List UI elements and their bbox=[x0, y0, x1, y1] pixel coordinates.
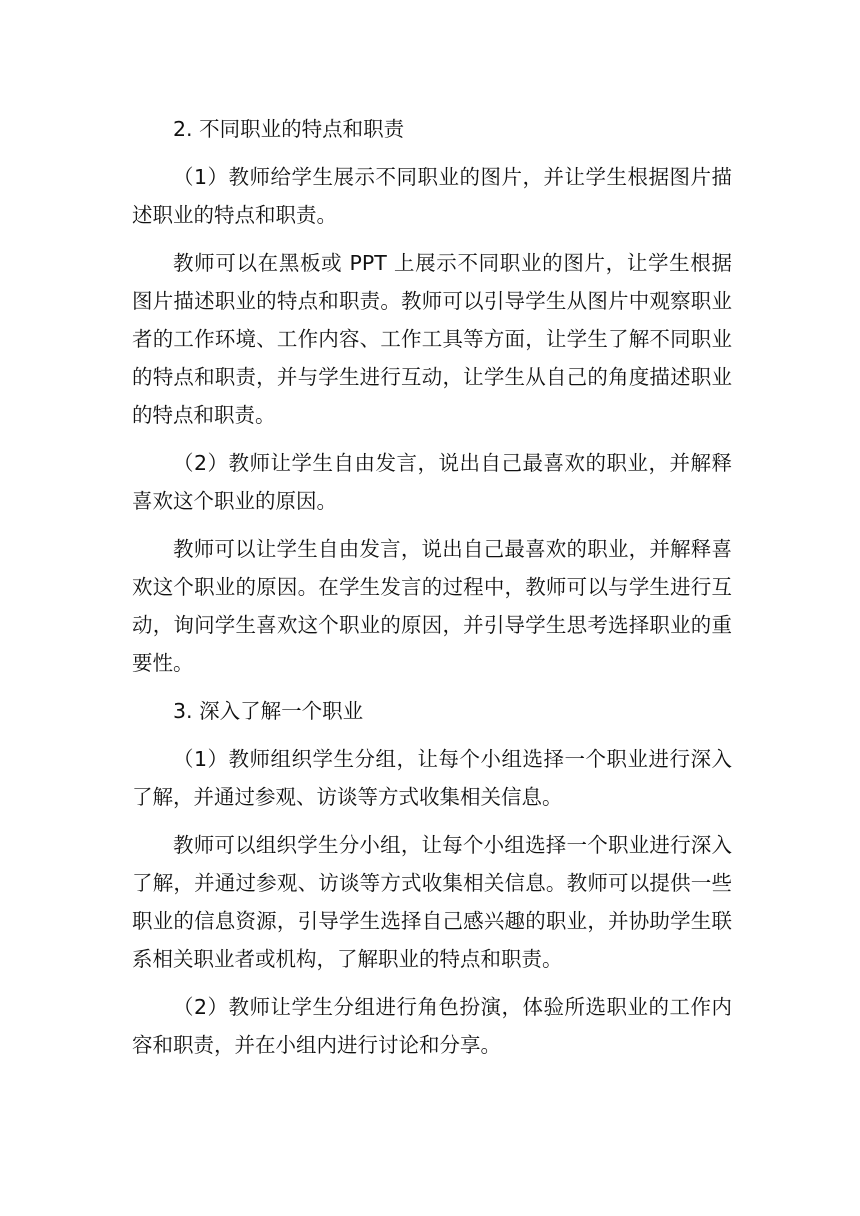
paragraph-step-2: （2）教师让学生自由发言，说出自己最喜欢的职业，并解释喜欢这个职业的原因。 bbox=[132, 451, 732, 513]
paragraph-explanation-3: 教师可以组织学生分小组，让每个小组选择一个职业进行深入了解，并通过参观、访谈等方式收集相关信息。教师可以提供一些职业的信息资源，引导学生选择自己感兴趣的职业，并协助学生联系相关职业者或机构，了解职业的特点和职责。 bbox=[132, 833, 732, 971]
paragraph-explanation-2: 教师可以让学生自由发言，说出自己最喜欢的职业，并解释喜欢这个职业的原因。在学生发言的过程中，教师可以与学生进行互动，询问学生喜欢这个职业的原因，并引导学生思考选择职业的重要性。 bbox=[132, 537, 732, 675]
paragraph-step-1: （1）教师给学生展示不同职业的图片，并让学生根据图片描述职业的特点和职责。 bbox=[132, 165, 732, 227]
paragraph-step-4: （2）教师让学生分组进行角色扮演，体验所选职业的工作内容和职责，并在小组内进行讨论和分享。 bbox=[132, 995, 732, 1057]
paragraph-explanation-1: 教师可以在黑板或 PPT 上展示不同职业的图片，让学生根据图片描述职业的特点和职责。教师可以引导学生从图片中观察职业者的工作环境、工作内容、工作工具等方面，让学生了解不同职业的特点和职责，并与学生进行互动，让学生从自己的角度描述职业的特点和职责。 bbox=[132, 251, 732, 427]
paragraph-step-3: （1）教师组织学生分组，让每个小组选择一个职业进行深入了解，并通过参观、访谈等方式收集相关信息。 bbox=[132, 747, 732, 809]
section-heading-3: 3. 深入了解一个职业 bbox=[173, 699, 364, 723]
section-heading-2: 2. 不同职业的特点和职责 bbox=[173, 117, 405, 141]
document-page bbox=[132, 110, 732, 1064]
